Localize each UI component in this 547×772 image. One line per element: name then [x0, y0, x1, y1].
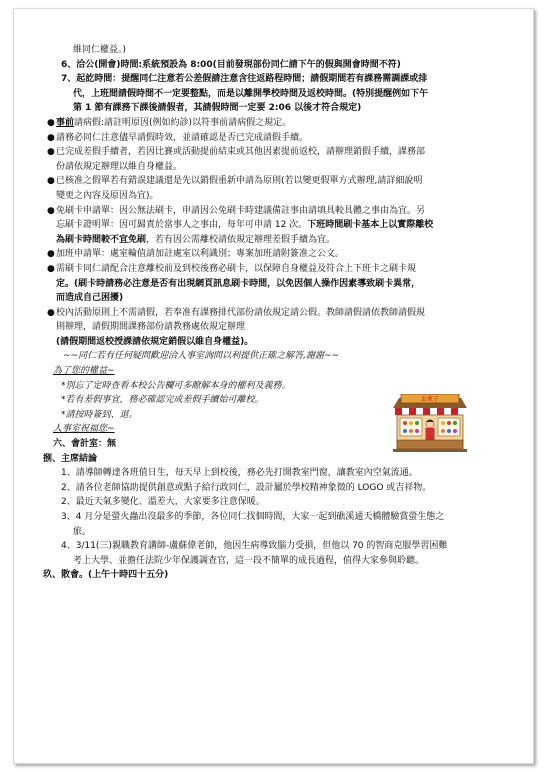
- conclusion-item: 2、最近天氣多變化、溫差大，大家要多注意保暖。: [61, 497, 265, 508]
- bullet-cont: 份請依規定辦理以維自身權益。: [56, 161, 183, 172]
- note-item: *別忘了定時查看本校公告欄可多瞭解本身的權利及義務。: [61, 380, 291, 391]
- bullet-dot-icon: ●: [47, 307, 55, 318]
- bullet-item: [47, 306, 517, 321]
- conclusion-cont: 考上大學、並擔任法院少年保護調查官，這一段不簡單的成長過程，值得大家參與聆聽。: [73, 555, 425, 566]
- conclusion-cont: 旅。: [73, 526, 92, 537]
- note-item: *請按時簽到、退。: [61, 409, 138, 420]
- bullet-text: 校內活動原則上不需請假，若奉准有課務排代部份請依規定請公假。教師請假請依教師請假規: [56, 307, 426, 318]
- section-heading: 捌、主席結論: [43, 453, 98, 464]
- bullet-item: [47, 174, 517, 189]
- shop-window-right: [438, 418, 460, 436]
- bullet-dot-icon: ●: [47, 249, 55, 260]
- item-7-line: 7、起訖時間：提醒同仁注意若公差假請注意含往返路程時間；請假期間若有課務需調課或排: [61, 74, 428, 85]
- text-line: 維同仁權益。): [73, 45, 127, 55]
- bullet-item: [47, 116, 517, 131]
- bullet-item: [47, 145, 517, 160]
- bullet-text: 已完成差假手續者，若因比賽或活動提前結束或其他因素提前返校，請辦理銷假手續，課務部: [56, 147, 426, 158]
- bullet-dot-icon: ●: [47, 176, 55, 187]
- shop-ground: [393, 449, 467, 452]
- shop-window-left: [400, 418, 422, 436]
- bullet-cont: [47, 218, 517, 233]
- bullet-emphasis: 定。(刷卡時請務必注意是否有出現網頁訊息刷卡時間: [56, 278, 268, 289]
- bullet-emphasis: 下班時間刷卡基本上以實際離校: [307, 220, 434, 231]
- bullet-text: 需刷卡同仁請配合注意離校前及到校後務必刷卡，以保障自身權益及符合上下班卡之刷卡規: [56, 263, 417, 274]
- section-heading: 六、會計室：無: [53, 439, 117, 450]
- conclusion-item: 4、3/11(三)親職教育講師-盧蘇偉老師，他因生病導致腦力受損，但他以 70 的智商克服學習困難: [61, 541, 448, 552]
- bullet-text: 請病假:請註明原因(例如約診)以符事前請病假之規定。: [74, 117, 292, 128]
- bullet-emphasis: 事前: [56, 117, 75, 128]
- shopkeeper-icon: [426, 420, 435, 441]
- conclusion-item: 1、請導師轉達各班值日生，每天早上到校後，務必先打開教室門窗，讓教室內空氣流通。: [61, 468, 418, 479]
- note-signoff: 人事室祝福您~: [53, 424, 115, 435]
- bullet-cont: (請假期間返校授課請依規定銷假以維自身權益)。: [56, 336, 254, 347]
- bullet-text: ，若有因公需離校請依規定辦理差假手續為宜。: [146, 234, 336, 245]
- note-heading: 為了您的權益~: [53, 366, 115, 377]
- bullet-cont: [47, 277, 517, 292]
- item-6-line: 6、洽公(開會)時間:系統預設為 8:00(目前發現部份同仁請下午的假與開會時間不符): [61, 59, 401, 70]
- bullet-emphasis: ，以免因個人操作因素導致刷卡異常，: [267, 278, 421, 289]
- bullet-item: [47, 247, 517, 262]
- bullet-text: 免刷卡申請單：因公無法刷卡，申請因公免刷卡時建議備註事由請填具較具體之事由為宜。另: [56, 205, 426, 216]
- bullet-item: [47, 262, 517, 277]
- document-body: [43, 43, 517, 583]
- bullet-cont: 則辦理，請假期間課務部份請教務處依規定辦理: [56, 322, 246, 333]
- bullet-dot-icon: ●: [47, 263, 55, 274]
- bullet-dot-icon: ●: [47, 205, 55, 216]
- bullet-cont: 變更之內容及原因為宜)。: [56, 190, 159, 201]
- document-page: [13, 8, 534, 764]
- bullet-item: [47, 204, 517, 219]
- bullet-cont: 而造成自己困擾): [56, 293, 124, 304]
- conclusion-item: 3、4 月分是螢火蟲出沒最多的季節，各位同仁找個時間，大家一起到礁溪通天橋體驗賞螢生態之: [61, 512, 445, 522]
- conclusion-item: 2、請各位老師協助提供創意或點子給行政同仁，設計屬於學校精神象徵的 LOGO 或吉祥物。: [61, 482, 432, 493]
- item-7-cont: 第 1 節有課務下課後請假者，其請假時間一定要 2:06 以後才符合規定): [73, 103, 362, 114]
- adjourn-line: 玖、散會。(上午十時四十五分): [43, 570, 169, 581]
- bullet-text: 請務必同仁注意儘早請假時效，並請確認是否已完成請假手續。: [56, 132, 309, 143]
- bullet-cont: [47, 233, 517, 248]
- bullet-text: 已核准之假單若有錯誤建議還是先以銷假重新申請為原則(若以變更假單方式辦理,請詳細說明: [56, 176, 423, 187]
- item-7-cont: 代，上班間請假時間不一定要整點，而是以離開學校時間及返校時間。(特別提醒例如下午: [73, 88, 429, 99]
- bullet-item: [47, 131, 517, 146]
- shop-sign-text: お菓子: [420, 396, 440, 403]
- bullet-dot-icon: ●: [47, 117, 55, 128]
- bullet-text: 加班申請單：處室輪值請加註處室以利識別；專案加班請附簽准之公文。: [56, 249, 345, 260]
- note-item: *若有差假事宜，務必確認完成差假手續始可離校。: [61, 395, 264, 406]
- bullet-dot-icon: ●: [47, 132, 55, 143]
- shop-counter: [397, 440, 463, 449]
- candy-shop-illustration: [391, 394, 469, 454]
- note-line: ~~同仁若有任何疑問歡迎洽人事室詢問以利提供正確之解答,謝謝~~: [63, 351, 340, 362]
- bullet-dot-icon: ●: [47, 147, 55, 158]
- shop-awning-icon: [395, 408, 465, 415]
- bullet-emphasis: 為刷卡時間較不宜免刷: [56, 234, 147, 245]
- bullet-text: 忘刷卡證明單：因可歸責於當事人之事由，每年可申請 12 次。: [56, 220, 308, 231]
